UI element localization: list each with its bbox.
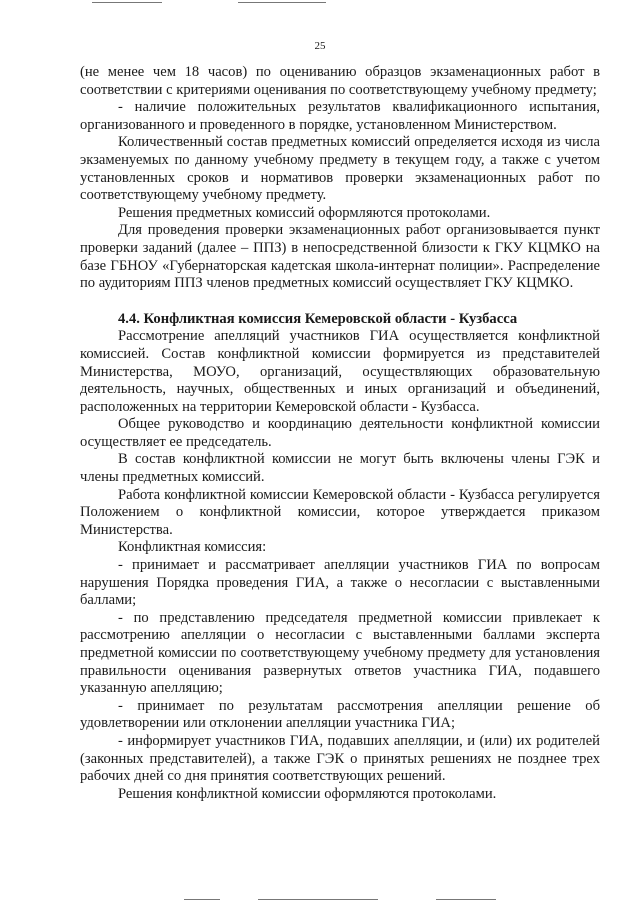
paragraph: - наличие положительных результатов квалификационного испытания, организованного и проведенного в порядке, установленном Министерством.: [80, 99, 600, 133]
paragraph: Рассмотрение апелляций участников ГИА осуществляется конфликтной комиссией. Состав конфликтной комиссии формируется из представителей Министерства, МОУО, организаций, осуществляющих образовательную деятельность, научных, общественных и иных организаций и объединений, расположенных на территории Кемеровской области - Кузбасса.: [80, 328, 600, 415]
document-body: [80, 64, 600, 803]
paragraph: В состав конфликтной комиссии не могут быть включены члены ГЭК и члены предметных комиссий.: [80, 451, 600, 486]
bottom-rule-right: [436, 899, 496, 900]
paragraph: Для проведения проверки экзаменационных работ организовывается пункт проверки заданий (далее – ППЗ) в непосредственной близости к ГКУ КЦМКО на базе ГБНОУ «Губернаторская кадетская школа-интернат полиции». Распределение по аудиториям ППЗ членов предметных комиссий осуществляет ГКУ КЦМКО.: [80, 222, 600, 292]
bottom-rule-mid: [258, 899, 378, 900]
paragraph: Решения конфликтной комиссии оформляются протоколами.: [118, 785, 497, 802]
list-item: - принимает по результатам рассмотрения апелляции решение об удовлетворении или отклонении апелляции участника ГИА;: [80, 697, 600, 732]
top-rule-left: [92, 2, 162, 3]
section-heading: 4.4. Конфликтная комиссия Кемеровской области - Кузбасса: [118, 310, 518, 327]
list-item: - принимает и рассматривает апелляции участников ГИА по вопросам нарушения Порядка проведения ГИА, а также о несогласии с выставленными баллами;: [80, 557, 600, 609]
list-item: - информирует участников ГИА, подавших апелляции, и (или) их родителей (законных представителей), а также ГЭК о принятых решениях не позднее трех рабочих дней со дня принятия соответствующих решений.: [80, 732, 600, 785]
paragraph: (не менее чем 18 часов) по оцениванию образцов экзаменационных работ в соответствии с критериями оценивания по соответствующему учебному предмету;: [80, 64, 600, 98]
top-rule-right: [238, 2, 326, 3]
paragraph: Решения предметных комиссий оформляются протоколами.: [118, 204, 491, 221]
bottom-rule-left: [184, 899, 220, 900]
paragraph: Количественный состав предметных комиссий определяется исходя из числа экзаменуемых по данному учебному предмету в текущем году, а также с учетом установленных сроков и нормативов проверки экзаменационных работ по соответствующему учебному предмету.: [80, 134, 600, 204]
paragraph: Работа конфликтной комиссии Кемеровской области - Кузбасса регулируется Положением о конфликтной комиссии, которое утверждается приказом Министерства.: [80, 486, 600, 538]
list-item: - по представлению председателя предметной комиссии привлекает к рассмотрению апелляции о несогласии с выставленными баллами эксперта предметной комиссии по соответствующему учебному предмету для установления правильности оценивания развернутых ответов участника ГИА, подавшего указанную апелляцию;: [80, 609, 600, 697]
paragraph: Общее руководство и координацию деятельности конфликтной комиссии осуществляет ее председатель.: [80, 416, 600, 450]
page-number: 25: [314, 40, 326, 52]
paragraph: Конфликтная комиссия:: [118, 539, 267, 556]
